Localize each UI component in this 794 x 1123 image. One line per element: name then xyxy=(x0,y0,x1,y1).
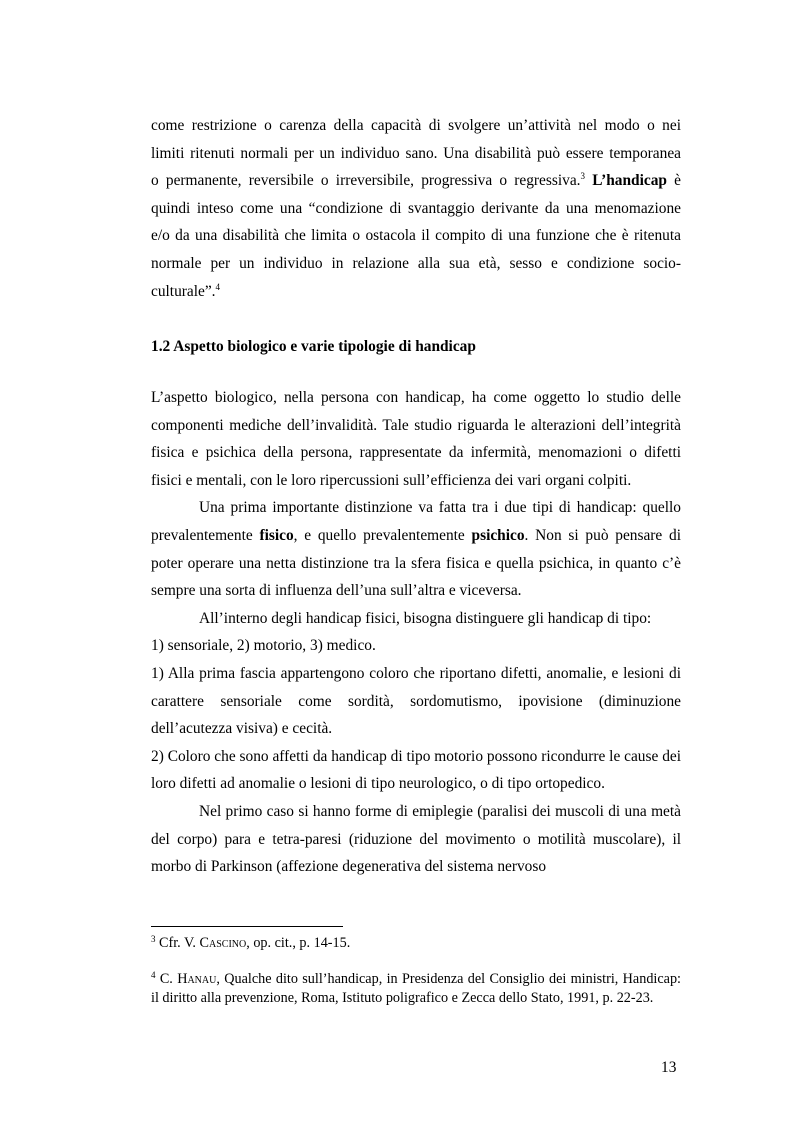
footnote-author: Cascino xyxy=(199,935,247,951)
text-line: quindi inteso come una “condizione di svantaggio derivante da una menomazione xyxy=(151,199,681,217)
list-item-sensoriale: 1) Alla prima fascia appartengono coloro che riportano difetti, anomalie, e lesioni di carattere sensoriale come sordità, sordomutismo, ipovisione (diminuzione dell’acutezza visiva) e cecità. xyxy=(151,664,681,738)
section-heading: 1.2 Aspetto biologico e varie tipologie di handicap xyxy=(151,338,476,355)
paragraph-aspetto-biologico: L’aspetto biologico, nella persona con handicap, ha come oggetto lo studio delle componenti mediche dell’invalidità. Tale studio riguarda le alterazioni dell’integrità fisica e psichica della persona, rappresentate da infermità, menomazioni o difetti fisici e mentali, con le loro ripercussioni sull’efficienza dei vari organi colpiti. xyxy=(151,389,681,489)
paragraph-handicap-fisici: All’interno degli handicap fisici, bisogna distinguere gli handicap di tipo: xyxy=(199,609,652,627)
footnote-text: Cfr. V. xyxy=(155,935,200,951)
text-line xyxy=(151,167,681,195)
bold-term-handicap: L’handicap xyxy=(592,172,667,190)
text-line: e/o da una disabilità che limita o ostacola il compito di una funzione che è ritenuta xyxy=(151,227,681,245)
text-line xyxy=(151,278,681,306)
list-item-motorio: 2) Coloro che sono affetti da handicap di tipo motorio possono ricondurre le cause dei loro difetti ad anomalie o lesioni di tipo neurologico, o di tipo ortopedico. xyxy=(151,747,681,793)
text-line: normale per un individuo in relazione alla sua età, sesso e condizione socio- xyxy=(151,254,681,272)
text-line: come restrizione o carenza della capacità di svolgere un’attività nel modo o nei xyxy=(151,117,681,134)
text-line: limiti ritenuti normali per un individuo sano. Una disabilità può essere temporanea xyxy=(151,144,681,162)
footnote-separator xyxy=(151,926,343,927)
footnote-4 xyxy=(151,970,681,1008)
footnote-number: 3 xyxy=(151,934,156,944)
footnote-text: C. xyxy=(155,971,178,987)
section-body xyxy=(151,384,681,881)
text-fragment: culturale”. xyxy=(151,282,216,300)
footnote-text: , Qualche dito sull’handicap, in Presidenza del Consiglio dei ministri, Handicap: il diritto alla prevenzione, Roma, Istituto poligrafico e Zecca dello Stato, 1991, p. 22-23. xyxy=(151,971,681,1006)
bold-term-fisico: fisico xyxy=(259,526,294,544)
list-tipologie: 1) sensoriale, 2) motorio, 3) medico. xyxy=(151,637,376,655)
footnote-3 xyxy=(151,934,681,953)
footnote-author: Hanau xyxy=(177,971,217,987)
footnote-text: , op. cit., p. 14-15. xyxy=(246,935,351,951)
text-fragment: è xyxy=(666,172,681,190)
footnote-ref-3[interactable]: 3 xyxy=(580,171,586,182)
paragraph-primo-caso: Nel primo caso si hanno forme di emiplegie (paralisi dei muscoli di una metà del corpo) para e tetra-paresi (riduzione del movimento o motilità muscolare), il morbo di Parkinson (affezione degenerativa del sistema nervoso xyxy=(151,802,681,876)
footnote-ref-4[interactable]: 4 xyxy=(215,281,221,292)
paragraph-continuation xyxy=(151,112,681,305)
footnote-number: 4 xyxy=(151,970,156,980)
bold-term-psichico: psichico xyxy=(471,526,525,544)
text-fragment: Una prima importante distinzione va fatta tra i due tipi di handicap: quello prevalentemente xyxy=(151,499,681,544)
paragraph-distinzione xyxy=(151,494,681,604)
text-fragment: o permanente, reversibile o irreversibile, progressiva o regressiva. xyxy=(151,172,581,190)
text-fragment: , e quello prevalentemente xyxy=(293,526,472,544)
text-fragment: . Non si può pensare di poter operare una netta distinzione tra la sfera fisica e quella psichica, in quanto c’è sempre una sorta di influenza dell’una sull’altra e viceversa. xyxy=(151,526,681,600)
page-number: 13 xyxy=(661,1059,677,1076)
